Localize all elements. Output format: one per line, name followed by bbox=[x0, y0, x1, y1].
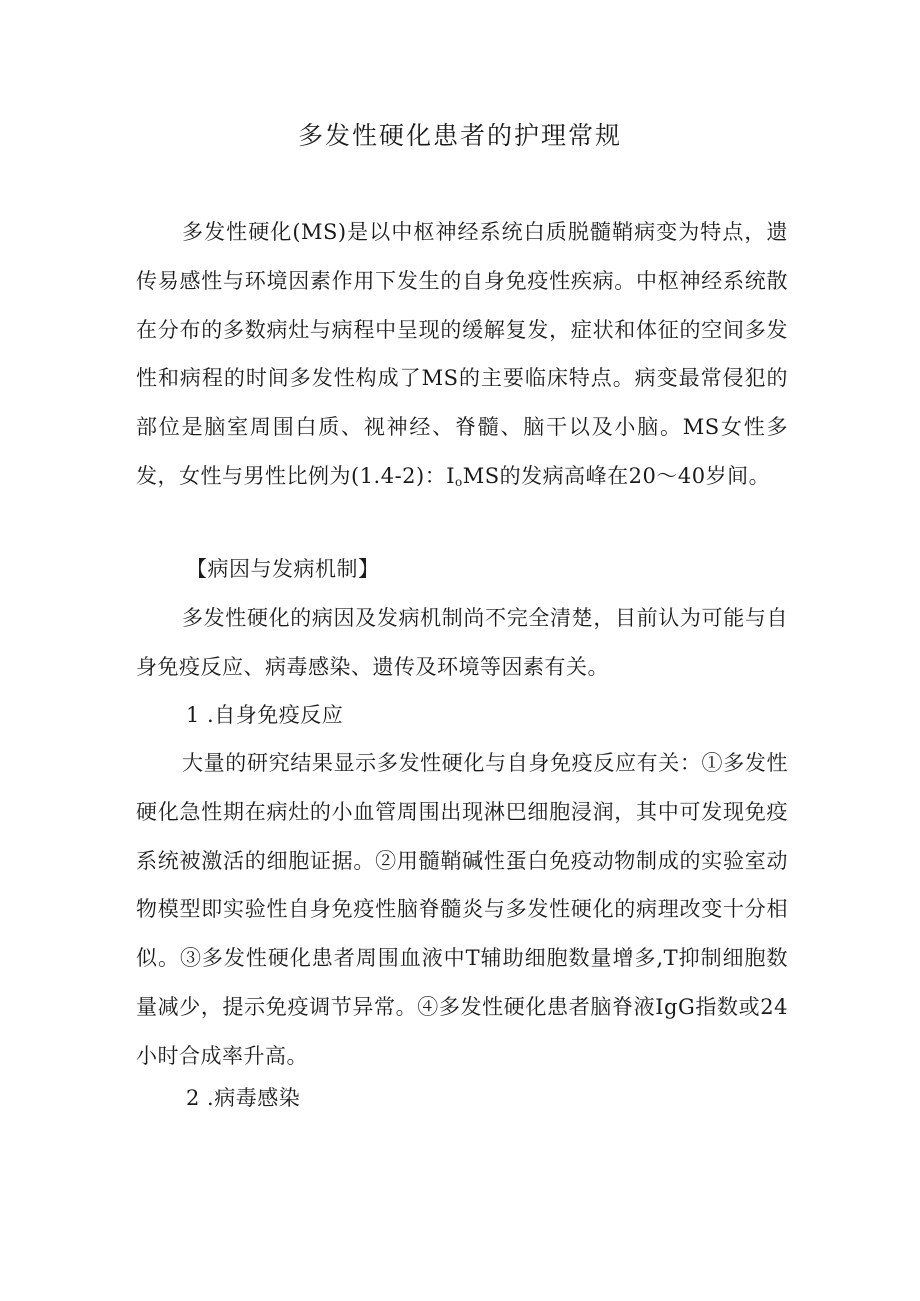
intro-paragraph bbox=[136, 208, 788, 507]
intro-text: 多发性硬化(MS)是以中枢神经系统白质脱髓鞘病变为特点，遗传易感性与环境因素作用下发生的自身免疫性疾病。中枢神经系统散在分布的多数病灶与病程中呈现的缓解复发，症状和体征的空间多发性和病程的时间多发性构成了MS的主要临床特点。病变最常侵犯的部位是脑室周围白质、视神经、脊髓、脑干以及小脑。MS女性多发，女性与男性比例为(1.4-2)：I bbox=[136, 220, 788, 488]
intro-text-end: MS的发病高峰在20～40岁间。 bbox=[462, 463, 771, 488]
document-title: 多发性硬化患者的护理常规 bbox=[297, 121, 622, 150]
section-heading-etiology: 【病因与发病机制】 bbox=[186, 557, 380, 581]
etiology-paragraph: 多发性硬化的病因及发病机制尚不完全清楚，目前认为可能与自身免疫反应、病毒感染、遗传及环境等因素有关。 bbox=[136, 606, 788, 679]
subsection-heading-viral-infection: 2 .病毒感染 bbox=[186, 1086, 301, 1110]
autoimmune-paragraph: 大量的研究结果显示多发性硬化与自身免疫反应有关：①多发性硬化急性期在病灶的小血管周围出现淋巴细胞浸润，其中可发现免疫系统被激活的细胞证据。②用髓鞘碱性蛋白免疫动物制成的实验室动物模型即实验性自身免疫性脑脊髓炎与多发性硬化的病理改变十分相似。③多发性硬化患者周围血液中T辅助细胞数量增多,T抑制细胞数量减少，提示免疫调节异常。④多发性硬化患者脑脊液IgG指数或24小时合成率升高。 bbox=[136, 751, 788, 1068]
intro-subscript: o bbox=[455, 474, 463, 489]
subsection-heading-autoimmune: 1 .自身免疫反应 bbox=[186, 703, 344, 727]
